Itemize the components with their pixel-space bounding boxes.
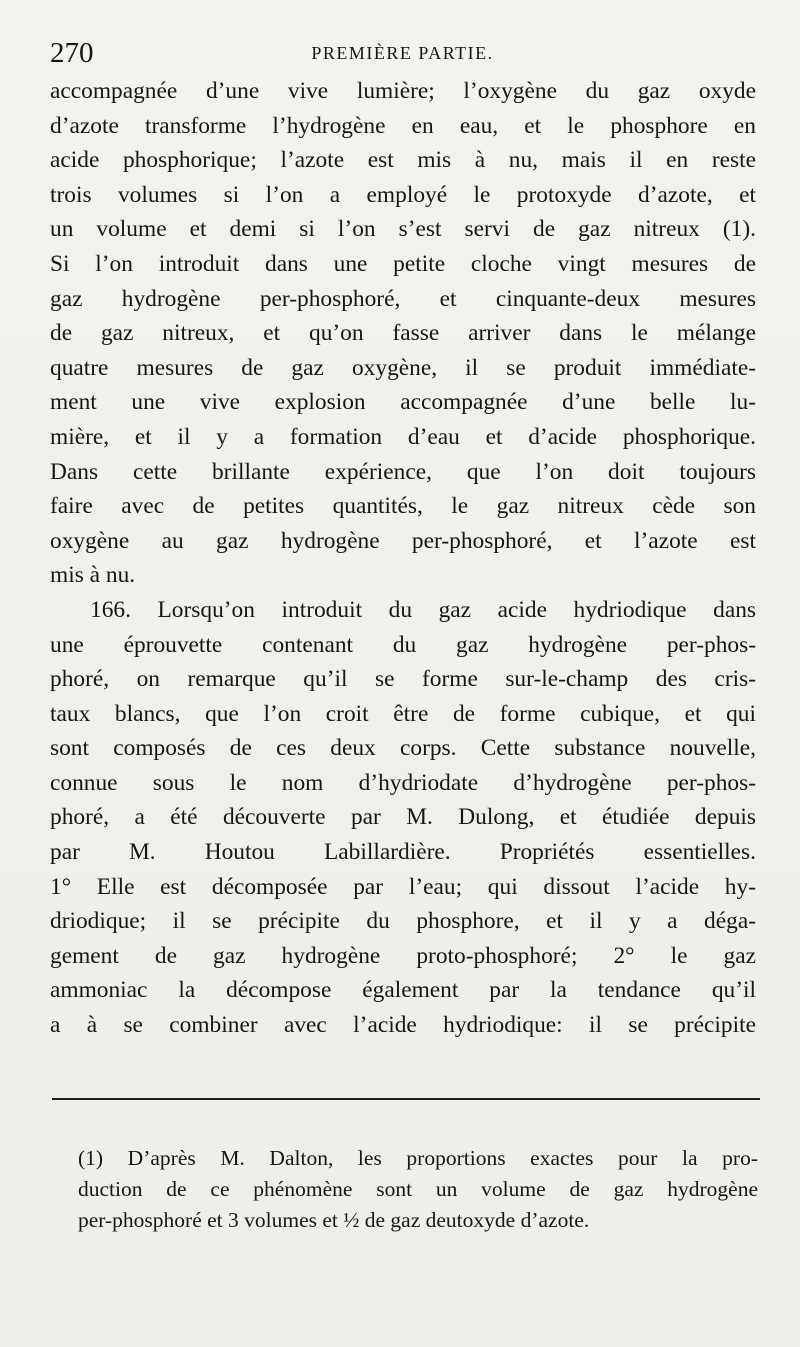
text-line: quatre mesures de gaz oxygène, il se produit immédiate- [50, 354, 756, 381]
page-header [50, 36, 755, 72]
text-line: trois volumes si l’on a employé le protoxyde d’azote, et [50, 181, 756, 208]
text-line: 1° Elle est décomposée par l’eau; qui dissout l’acide hy- [50, 873, 756, 900]
footnote-divider [52, 1098, 760, 1100]
paragraph-166-start: 166. Lorsqu’on introduit du gaz acide hydriodique dans [90, 596, 756, 623]
text-line: phoré, on remarque qu’il se forme sur-le-champ des cris- [50, 666, 756, 693]
text-line: oxygène au gaz hydrogène per-phosphoré, et l’azote est [50, 527, 756, 554]
text-line: connue sous le nom d’hydriodate d’hydrogène per-phos- [50, 769, 756, 796]
text-line: taux blancs, que l’on croit être de forme cubique, et qui [50, 700, 756, 727]
text-line: par M. Houtou Labillardière. Propriétés essentielles. [50, 839, 756, 866]
text-line: d’azote transforme l’hydrogène en eau, et le phosphore en [50, 112, 756, 139]
footnote-line: duction de ce phénomène sont un volume de gaz hydrogène [78, 1177, 758, 1201]
text-line: driodique; il se précipite du phosphore, et il y a déga- [50, 908, 756, 935]
text-line: ammoniac la décompose également par la tendance qu’il [50, 977, 756, 1004]
text-line: Si l’on introduit dans une petite cloche vingt mesures de [50, 250, 756, 277]
footnote [78, 1143, 758, 1236]
text-line: acide phosphorique; l’azote est mis à nu, mais il en reste [50, 147, 756, 174]
text-line: de gaz nitreux, et qu’on fasse arriver dans le mélange [50, 320, 756, 347]
page-number: 270 [50, 37, 94, 69]
running-head: PREMIÈRE PARTIE. [311, 43, 494, 63]
text-line: Dans cette brillante expérience, que l’on doit toujours [50, 458, 756, 485]
text-line: sont composés de ces deux corps. Cette substance nouvelle, [50, 735, 756, 762]
text-line: accompagnée d’une vive lumière; l’oxygène du gaz oxyde [50, 78, 756, 104]
text-line: une éprouvette contenant du gaz hydrogène per-phos- [50, 631, 756, 658]
text-line: a à se combiner avec l’acide hydriodique: il se précipite [50, 1012, 756, 1039]
footnote-line: per-phosphoré et 3 volumes et ½ de gaz deutoxyde d’azote. [78, 1208, 590, 1232]
text-line: faire avec de petites quantités, le gaz nitreux cède son [50, 493, 756, 520]
text-line: mière, et il y a formation d’eau et d’acide phosphorique. [50, 423, 756, 450]
text-line: ment une vive explosion accompagnée d’une belle lu- [50, 389, 756, 416]
main-text [50, 74, 756, 1043]
text-line: gaz hydrogène per-phosphoré, et cinquante-deux mesures [50, 285, 756, 312]
footnote-line: (1) D’après M. Dalton, les proportions exactes pour la pro- [78, 1146, 758, 1170]
text-line: un volume et demi si l’on s’est servi de gaz nitreux (1). [50, 216, 756, 243]
text-line: phoré, a été découverte par M. Dulong, et étudiée depuis [50, 804, 756, 831]
text-line: mis à nu. [50, 562, 136, 589]
text-line: gement de gaz hydrogène proto-phosphoré; 2° le gaz [50, 942, 756, 969]
